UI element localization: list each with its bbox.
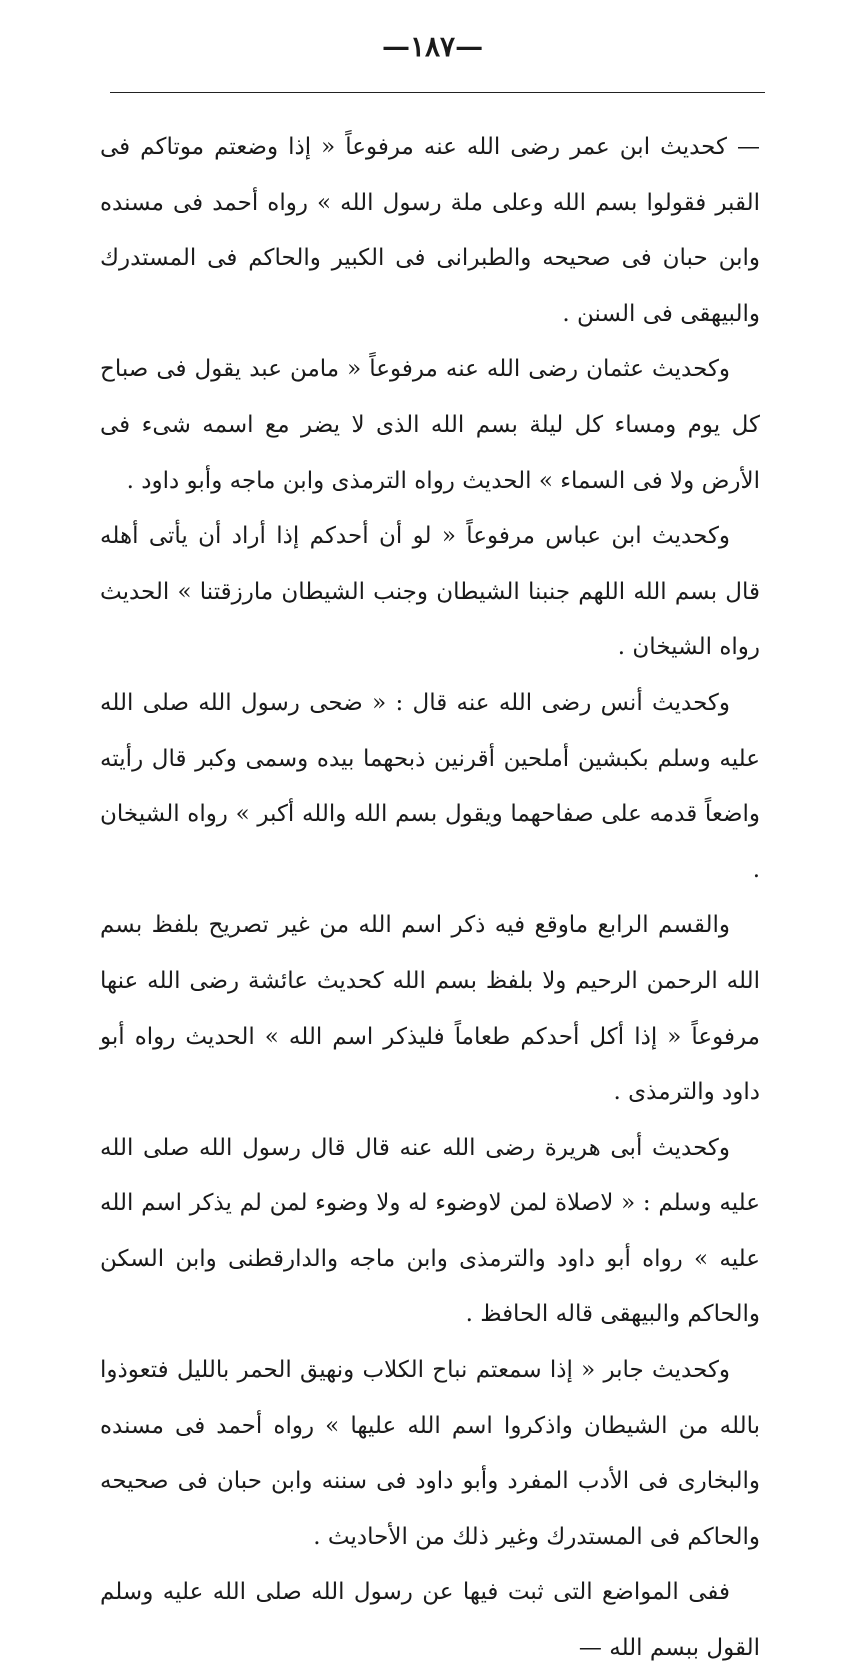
paragraph-7: وكحديث جابر « إذا سمعتم نباح الكلاب ونهيق الحمر بالليل فتعوذوا بالله من الشيطان واذكروا اسم الله عليها » رواه أحمد فى مسنده والبخارى فى الأدب المفرد وأبو داود فى سننه وابن حبان فى صحيحه والحاكم فى المستدرك وغير ذلك من الأحاديث . — [100, 1357, 760, 1550]
paragraph-6: وكحديث أبى هريرة رضى الله عنه قال قال رسول الله صلى الله عليه وسلم : « لاصلاة لمن لاوضوء له ولا وضوء لمن لم يذكر اسم الله عليه » رواه أبو داود والترمذى وابن ماجه والدارقطنى وابن السكن والحاكم والبيهقى قاله الحافظ . — [100, 1134, 760, 1328]
page-number: —١٨٧— — [381, 30, 484, 63]
header-rule — [110, 92, 765, 93]
paragraph-5: والقسم الرابع ماوقع فيه ذكر اسم الله من غير تصريح بلفظ بسم الله الرحمن الرحيم ولا بلفظ بسم الله كحديث عائشة رضى الله عنها مرفوعاً « إذا أكل أحدكم طعاماً فليذكر اسم الله » الحديث رواه أبو داود والترمذى . — [100, 912, 760, 1106]
paragraph-8: ففى المواضع التى ثبت فيها عن رسول الله صلى الله عليه وسلم القول ببسم الله — — [100, 1579, 760, 1662]
paragraph-4: وكحديث أنس رضى الله عنه قال : « ضحى رسول الله صلى الله عليه وسلم بكبشين أملحين أقرنين ذبحهما بيده وسمى وكبر قال رأيته واضعاً قدمه على صفاحهما ويقول بسم الله والله أكبر » رواه الشيخان . — [100, 689, 760, 883]
paragraph-1: — كحديث ابن عمر رضى الله عنه مرفوعاً « إذا وضعتم موتاكم فى القبر فقولوا بسم الله وعلى ملة رسول الله » رواه أحمد فى مسنده وابن حبان فى صحيحه والطبرانى فى الكبير والحاكم فى المستدرك والبيهقى فى السنن . — [100, 134, 760, 327]
paragraph-2: وكحديث عثمان رضى الله عنه مرفوعاً « مامن عبد يقول فى صباح كل يوم ومساء كل ليلة بسم الله الذى لا يضر مع اسمه شىء فى الأرض ولا فى السماء » الحديث رواه الترمذى وابن ماجه وأبو داود . — [100, 356, 760, 494]
paragraph-3: وكحديث ابن عباس مرفوعاً « لو أن أحدكم إذا أراد أن يأتى أهله قال بسم الله اللهم جنبنا الشيطان وجنب الشيطان مارزقتنا » الحديث رواه الشيخان . — [100, 523, 760, 661]
body-text — [100, 120, 760, 1677]
